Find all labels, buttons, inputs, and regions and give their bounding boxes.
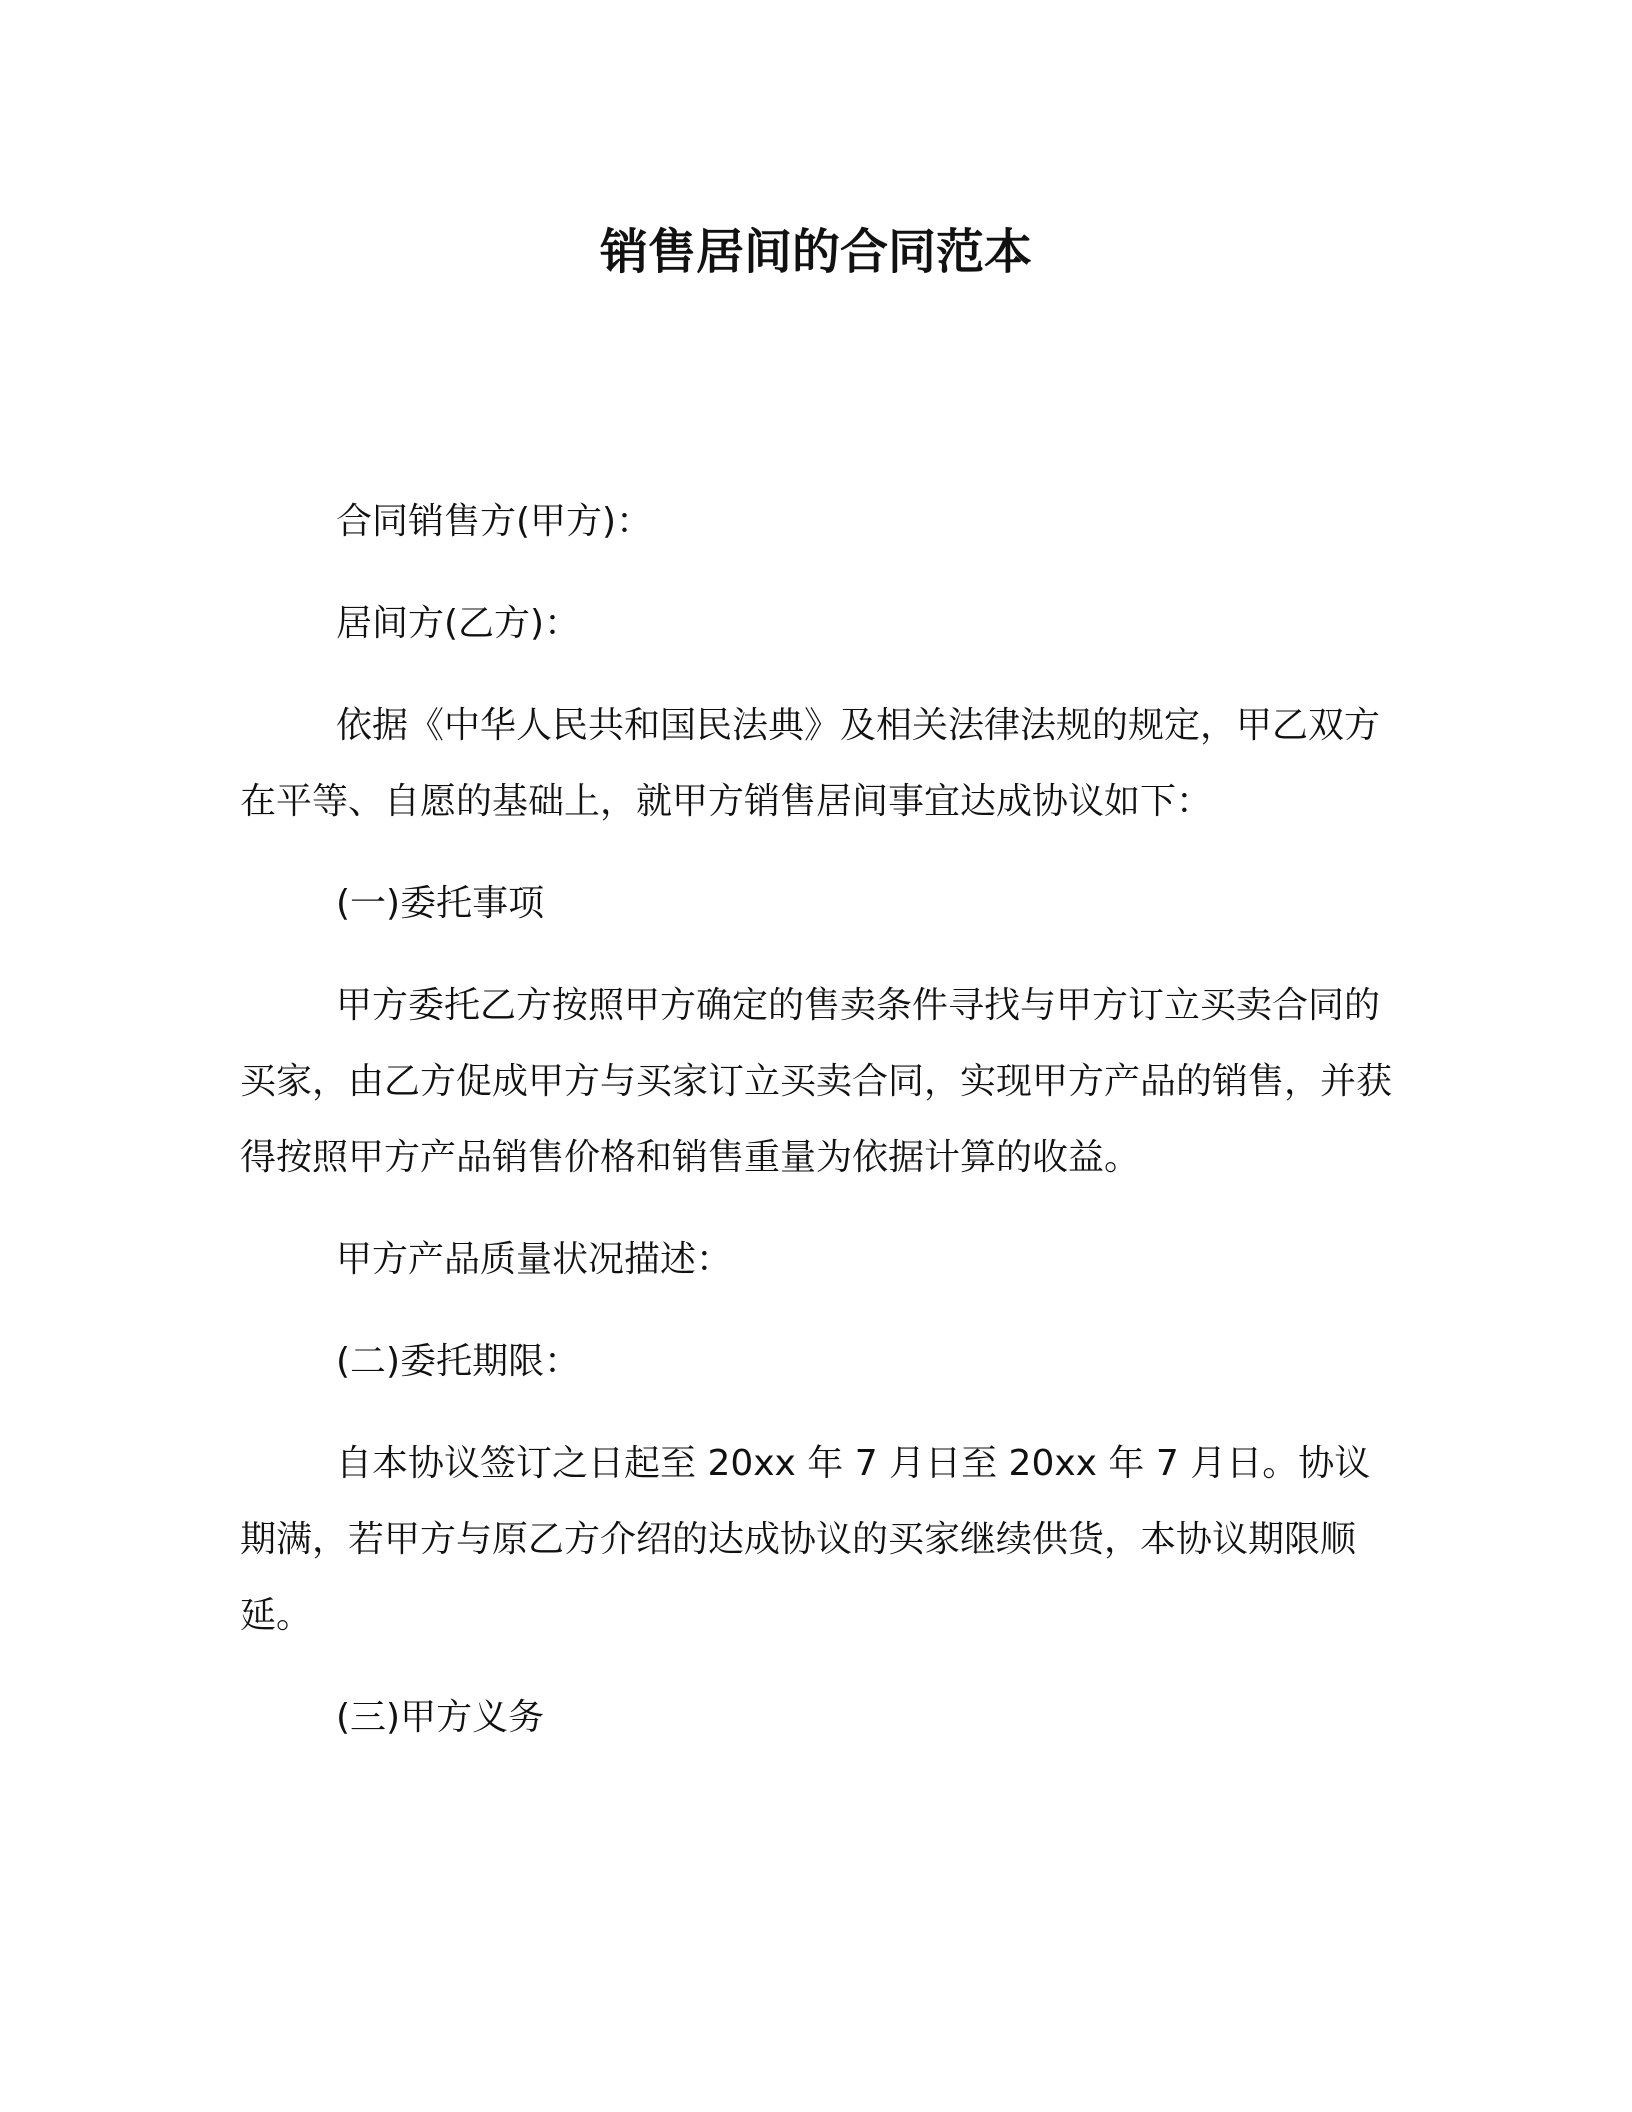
section-heading-1: (一)委托事项 bbox=[336, 883, 545, 924]
quality-description-line: 甲方产品质量状况描述： bbox=[336, 1239, 733, 1280]
party-a-line: 合同销售方(甲方)： bbox=[336, 501, 653, 542]
contract-body bbox=[240, 484, 1392, 1756]
term-paragraph: 自本协议签订之日起至 20xx 年 7 月日至 20xx 年 7 月日。协议期满，若甲方与原乙方介绍的达成协议的买家继续供货，本协议期限顺延。 bbox=[240, 1443, 1371, 1636]
preamble-paragraph: 依据《中华人民共和国民法典》及相关法律法规的规定，甲乙双方在平等、自愿的基础上，就甲方销售居间事宜达成协议如下： bbox=[240, 705, 1381, 822]
section-heading-3: (三)甲方义务 bbox=[336, 1697, 545, 1738]
party-b-line: 居间方(乙方)： bbox=[336, 603, 581, 644]
entrustment-paragraph: 甲方委托乙方按照甲方确定的售卖条件寻找与甲方订立买卖合同的买家，由乙方促成甲方与买家订立买卖合同，实现甲方产品的销售，并获得按照甲方产品销售价格和销售重量为依据计算的收益。 bbox=[240, 985, 1393, 1178]
section-heading-2: (二)委托期限： bbox=[336, 1341, 581, 1382]
document-title: 销售居间的合同范本 bbox=[599, 224, 1032, 280]
